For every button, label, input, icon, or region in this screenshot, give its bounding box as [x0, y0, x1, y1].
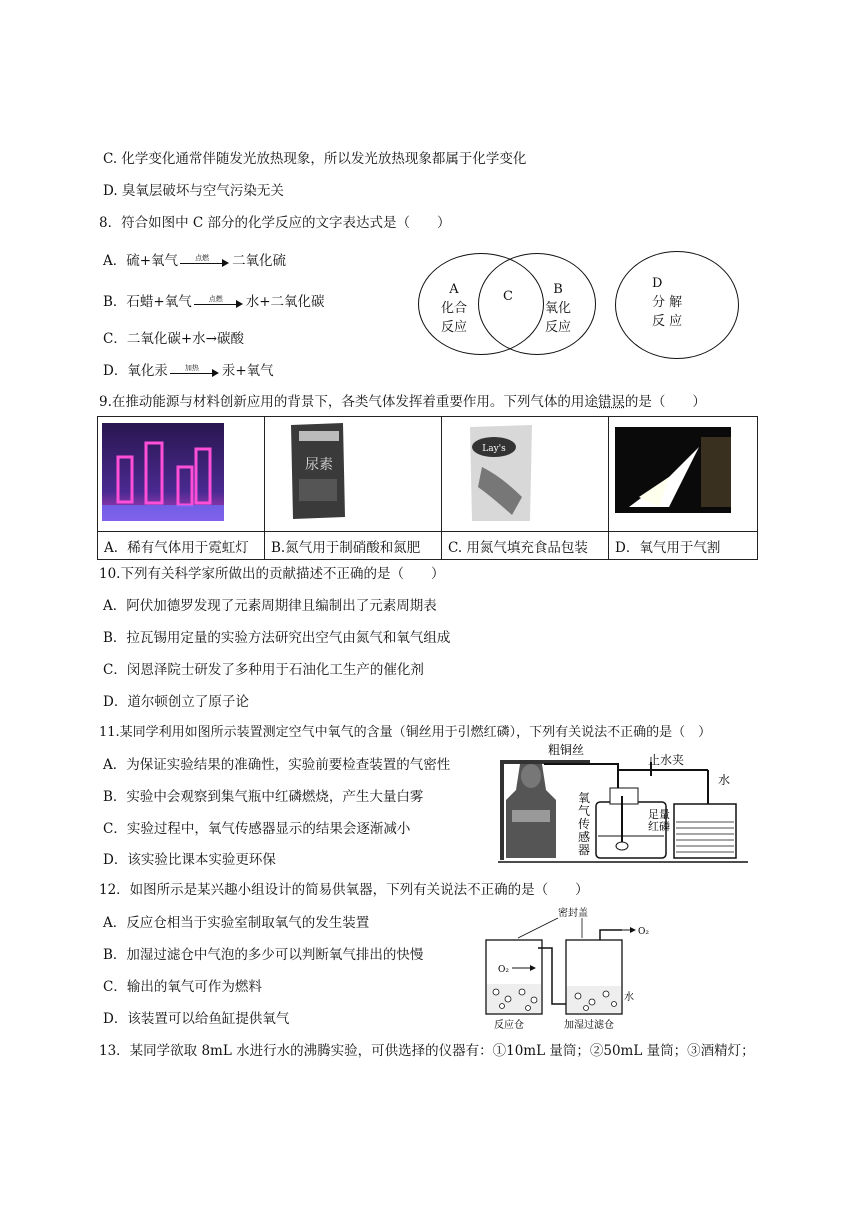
q9-keyword: 错误	[597, 394, 625, 410]
q11-option-b: B．实验中会观察到集气瓶中红磷燃烧，产生大量白雾	[103, 789, 424, 805]
q12-option-c: C．输出的氧气可作为燃料	[103, 979, 262, 995]
q10-option-a: A．阿伏加德罗发现了元素周期律且编制出了元素周期表	[103, 598, 437, 614]
q9-image-d	[609, 417, 758, 532]
q9-option-d: D．氧气用于气割	[609, 532, 758, 560]
q8-option-d	[103, 362, 274, 380]
q8-stem: 8．符合如图中 C 部分的化学反应的文字表达式是（ ）	[99, 215, 451, 231]
water-label: 水	[624, 992, 634, 1003]
q10-option-c: C．闵恩泽院士研发了多种用于石油化工生产的催化剂	[103, 662, 424, 678]
q9-options-table	[97, 416, 758, 560]
q8-option-b	[103, 293, 325, 311]
fertilizer-bag-photo	[265, 417, 441, 527]
oxygen-measure-apparatus	[498, 740, 758, 865]
venn-label-d: D 分 解 反 应	[652, 276, 683, 329]
arrow-condition: 加热	[184, 363, 199, 372]
reaction-tank-label: 反应仓	[494, 1020, 524, 1031]
humidify-tank-label: 加湿过滤仓	[564, 1020, 614, 1031]
q11-option-a: A．为保证实验结果的准确性，实验前要检查装置的气密性	[103, 757, 451, 773]
oxygen-supplier-diagram	[482, 904, 652, 1034]
q8-a-right: 二氧化硫	[232, 253, 287, 269]
chips-bag-photo	[442, 417, 608, 527]
o2-out-label: O₂	[638, 927, 649, 937]
gas-cutting-photo	[609, 417, 757, 527]
sensor-label: 氧 气 传 感 器	[578, 791, 591, 857]
q9-image-a	[98, 417, 265, 532]
lid-label: 密封盖	[558, 908, 588, 919]
reaction-arrow	[180, 255, 230, 269]
q9-option-b: B.氮气用于制硝酸和氮肥	[265, 532, 442, 560]
venn-label-b: B 氧化 反应	[544, 282, 571, 335]
svg-text:Lay's: Lay's	[482, 444, 506, 454]
q9-option-a: A．稀有气体用于霓虹灯	[98, 532, 265, 560]
q8-b-right: 水+二氧化碳	[245, 294, 325, 310]
o2-in-label: O₂	[498, 965, 509, 975]
reaction-arrow	[170, 365, 220, 379]
q8-b-left: B．石蜡+氧气	[103, 294, 192, 310]
q11-option-c: C．实验过程中，氧气传感器显示的结果会逐渐减小	[103, 821, 411, 837]
q12-option-d: D．该装置可以给鱼缸提供氧气	[103, 1011, 290, 1027]
neon-lights-photo	[98, 417, 264, 527]
q8-option-a	[103, 252, 286, 270]
q7-option-d: D. 臭氧层破坏与空气污染无关	[103, 183, 284, 199]
q10-option-b: B．拉瓦锡用定量的实验方法研究出空气由氮气和氧气组成	[103, 630, 451, 646]
venn-label-a: A 化合 反应	[440, 282, 467, 335]
water-label: 水	[718, 773, 731, 787]
q8-d-right: 汞+氧气	[221, 363, 274, 379]
q10-stem: 10.下列有关科学家所做出的贡献描述不正确的是（ ）	[99, 566, 445, 582]
q7-option-c: C. 化学变化通常伴随发光放热现象，所以发光放热现象都属于化学变化	[103, 151, 527, 167]
q8-d-left: D．氧化汞	[103, 363, 168, 379]
svg-text:尿素: 尿素	[305, 457, 333, 473]
q8-a-left: A．硫+氧气	[103, 253, 179, 269]
q9-stem: 9.在推动能源与材料创新应用的背景下，各类气体发挥着重要作用。下列气体的用途错误的是（ ）	[99, 394, 706, 410]
reaction-arrow	[194, 296, 244, 310]
q9-image-b	[265, 417, 442, 532]
q13-stem: 13．某同学欲取 8mL 水进行水的沸腾实验，可供选择的仪器有：①10mL 量筒；②50mL 量筒；③酒精灯；	[99, 1043, 755, 1059]
q12-option-a: A．反应仓相当于实验室制取氧气的发生装置	[103, 915, 370, 931]
q10-option-d: D．道尔顿创立了原子论	[103, 694, 249, 710]
venn-label-c: C	[503, 289, 513, 304]
arrow-condition: 点燃	[208, 294, 223, 303]
q12-stem: 12．如图所示是某兴趣小组设计的简易供氧器，下列有关说法不正确的是（ ）	[99, 882, 589, 898]
phosphorus-label: 足量 红磷	[648, 808, 670, 833]
clamp-label: 止水夹	[648, 753, 685, 767]
q12-option-b: B．加湿过滤仓中气泡的多少可以判断氧气排出的快慢	[103, 947, 424, 963]
q9-image-c	[442, 417, 609, 532]
q8-option-c: C．二氧化碳+水→碳酸	[103, 331, 244, 347]
q9-option-c: C. 用氮气填充食品包装	[442, 532, 609, 560]
q11-option-d: D．该实验比课本实验更环保	[103, 852, 276, 868]
q11-stem: 11.某同学利用如图所示装置测定空气中氧气的含量（铜丝用于引燃红磷），下列有关说法不正确的是（ ）	[99, 725, 712, 740]
copper-wire-label: 粗铜丝	[548, 743, 585, 757]
arrow-condition: 点燃	[195, 253, 210, 262]
